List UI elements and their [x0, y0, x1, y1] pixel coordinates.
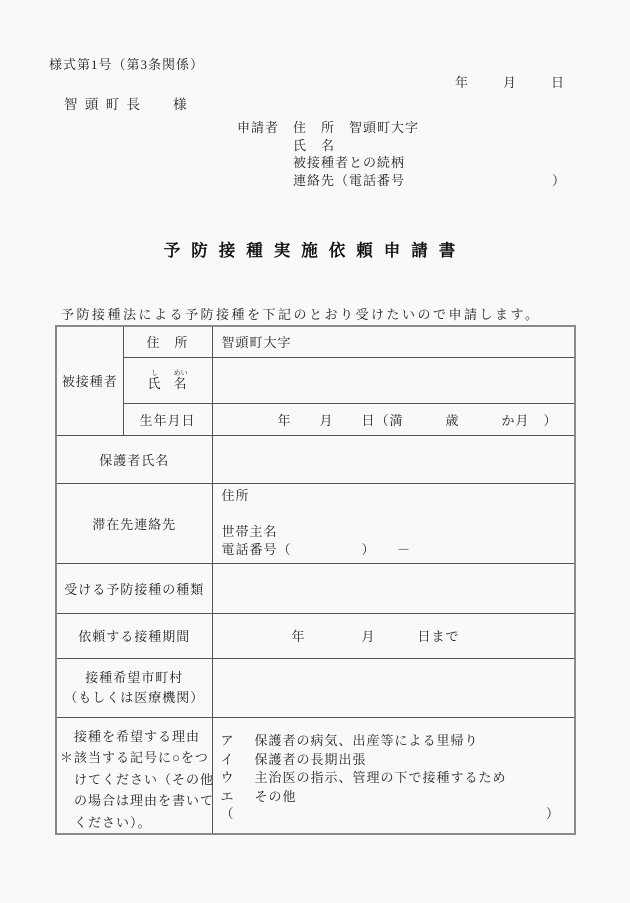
table-row-vaccine-type: [56, 563, 575, 613]
reason-option-e: [221, 788, 561, 807]
addressee-mayor: 智 頭 町 長 様: [64, 97, 189, 112]
table-row-address: [56, 326, 575, 357]
vaccine-type-label: 受ける予防接種の種類: [56, 563, 212, 613]
application-table: [55, 325, 576, 835]
stay-spacer: [222, 505, 566, 523]
reason-label-line: 接種を希望する理由: [60, 728, 201, 744]
name-kanji-mei: 名めい: [173, 368, 188, 391]
intro-sentence: 予防接種法による予防接種を下記のとおり受けたいので申請します。: [61, 307, 541, 322]
vaccinee-address-label: 住 所: [123, 326, 212, 357]
reason-option-code: イ: [220, 751, 235, 767]
table-row-period: [56, 613, 575, 658]
reason-label-line: ください）。: [60, 814, 152, 830]
reason-options: [212, 717, 575, 834]
reason-option-text: 保護者の病気、出産等による里帰り: [254, 733, 479, 749]
vaccinee-birthdate-value: 年 月 日（満 歳 か月 ）: [212, 403, 575, 435]
applicant-phone-label: 連絡先（電話番号: [237, 172, 406, 188]
table-row-birthdate: [56, 403, 575, 435]
vaccinee-name-label: [123, 357, 212, 403]
municipality-value-blank: [212, 658, 575, 717]
date-placeholder: 年 月 日: [455, 75, 576, 90]
reason-label-line: けてください（その他: [60, 771, 215, 787]
reason-close-paren: ）: [545, 806, 560, 822]
vaccinee-group-label: 被接種者: [56, 326, 123, 435]
stay-phone-line: 電話番号（ ） －: [221, 541, 412, 557]
table-row-name: [56, 357, 575, 403]
table-row-reason: [56, 717, 575, 834]
reason-option-a: [221, 732, 561, 751]
vaccinee-name-value-blank: [212, 357, 575, 403]
stay-householder-label: 世帯主名: [221, 523, 278, 539]
applicant-phone-close-paren: ）: [551, 172, 566, 188]
stay-address-label: 住所: [221, 487, 250, 503]
table-row-guardian: [56, 435, 575, 483]
reason-label-line: ＊該当する記号に○をつ: [60, 750, 209, 765]
applicant-phone-line: [237, 172, 568, 190]
reason-label-line: の場合は理由を書いて: [60, 793, 215, 808]
stay-contact-label: 滞在先連絡先: [56, 483, 212, 563]
stay-contact-value: [212, 483, 575, 563]
reason-open-paren: （: [220, 806, 235, 822]
applicant-name-line: 氏 名: [237, 137, 336, 153]
page-title: 予防接種実施依頼申請書: [163, 241, 467, 260]
vaccine-type-value-blank: [212, 563, 575, 613]
reason-option-i: [221, 751, 561, 770]
reason-option-code: ア: [220, 733, 235, 749]
applicant-block: [237, 119, 568, 189]
period-label: 依頼する接種期間: [56, 613, 212, 658]
reason-option-text: 主治医の指示、管理の下で接種するため: [254, 770, 507, 786]
applicant-address-line: 申請者 住 所 智頭町大字: [237, 120, 420, 135]
applicant-relationship-line: 被接種者との続柄: [237, 155, 406, 170]
reason-option-code: ウ: [220, 770, 235, 786]
reason-label: [56, 717, 215, 834]
reason-option-u: [221, 769, 561, 788]
table-row-stay-contact: [56, 483, 575, 563]
form-number: 様式第1号（第3条関係）: [49, 57, 205, 72]
municipality-label-line1: 接種希望市町村: [85, 669, 184, 685]
name-kanji-shi: 氏し: [147, 368, 162, 391]
vaccinee-address-value: 智頭町大字: [212, 326, 575, 357]
vaccinee-birthdate-label: 生年月日: [123, 403, 212, 435]
reason-option-text: その他: [254, 788, 297, 804]
period-value: 年 月 日まで: [212, 613, 575, 658]
reason-option-text: 保護者の長期出張: [254, 751, 367, 767]
municipality-label-line2: （もしくは医療機関）: [64, 689, 205, 705]
reason-option-code: エ: [220, 788, 235, 804]
guardian-name-value-blank: [212, 435, 575, 483]
table-row-municipality: [56, 658, 575, 717]
guardian-name-label: 保護者氏名: [56, 435, 212, 483]
reason-other-write-in: [221, 806, 561, 822]
municipality-label: [56, 658, 212, 717]
